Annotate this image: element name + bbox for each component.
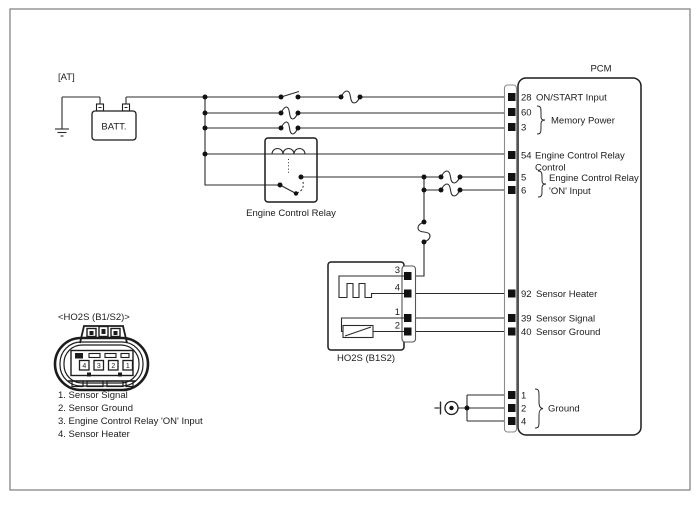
pcm-title: PCM [590, 63, 612, 75]
relay-on-input-label-line2: 'ON' Input [549, 186, 591, 197]
pcm-pin28-label: ON/START Input [536, 92, 607, 104]
battery-label: BATT. [101, 121, 127, 133]
pcm-pin92-number: 92 [521, 289, 532, 300]
ho2s-sensor-box [328, 262, 416, 364]
connector-pin3-number: 3 [96, 363, 101, 370]
pcm-pin5-number: 5 [521, 172, 527, 184]
pcm-pin54-label-line1: Engine Control Relay [535, 150, 625, 162]
pcm-pin39-label: Sensor Signal [536, 313, 596, 325]
relay-on-input-label-line1: Engine Control Relay [549, 173, 639, 184]
legend-line-4: 4. Sensor Heater [58, 429, 130, 440]
memory-power-label: Memory Power [551, 115, 615, 127]
connector-pin1-number: 1 [125, 363, 130, 370]
ho2s-pin1-number: 1 [394, 307, 400, 318]
connector-pin2-number: 2 [111, 363, 116, 370]
pcm-pin60-number: 60 [521, 107, 532, 119]
pcm-pin54-label-line2: Control [535, 162, 566, 174]
pcm-ground-pin2-number: 2 [521, 403, 527, 415]
ho2s-pin2-number: 2 [394, 320, 400, 332]
pcm-pin3-number: 3 [521, 122, 527, 134]
pcm-pin40-number: 40 [521, 327, 532, 338]
pcm-ground-pin4-number: 4 [521, 416, 527, 428]
pcm-connector-strip [505, 85, 517, 432]
pcm-ground-pin1-number: 1 [521, 390, 527, 402]
connector-title: <HO2S (B1/S2)> [58, 312, 130, 323]
pcm-pin54-number: 54 [521, 150, 532, 162]
connector-pin4-number: 4 [82, 363, 87, 370]
pcm-pin28-number: 28 [521, 92, 532, 104]
ho2s-box-label: HO2S (B1S2) [336, 353, 396, 364]
pcm-pin6-number: 6 [521, 185, 527, 197]
legend-line-3: 3. Engine Control Relay 'ON' Input [58, 416, 203, 427]
legend-line-2: 2. Sensor Ground [58, 403, 133, 414]
legend-line-1: 1. Sensor Signal [58, 390, 128, 401]
relay-label: Engine Control Relay [246, 208, 336, 219]
transmission-variant-label: [AT] [58, 72, 75, 83]
pcm-pin39-number: 39 [521, 313, 532, 325]
ho2s-pin4-number: 4 [394, 282, 400, 294]
pcm-pin92-label: Sensor Heater [536, 289, 598, 300]
pcm-pin40-label: Sensor Ground [536, 327, 601, 338]
ground-label: Ground [548, 403, 580, 415]
ho2s-pin3-number: 3 [394, 265, 400, 276]
